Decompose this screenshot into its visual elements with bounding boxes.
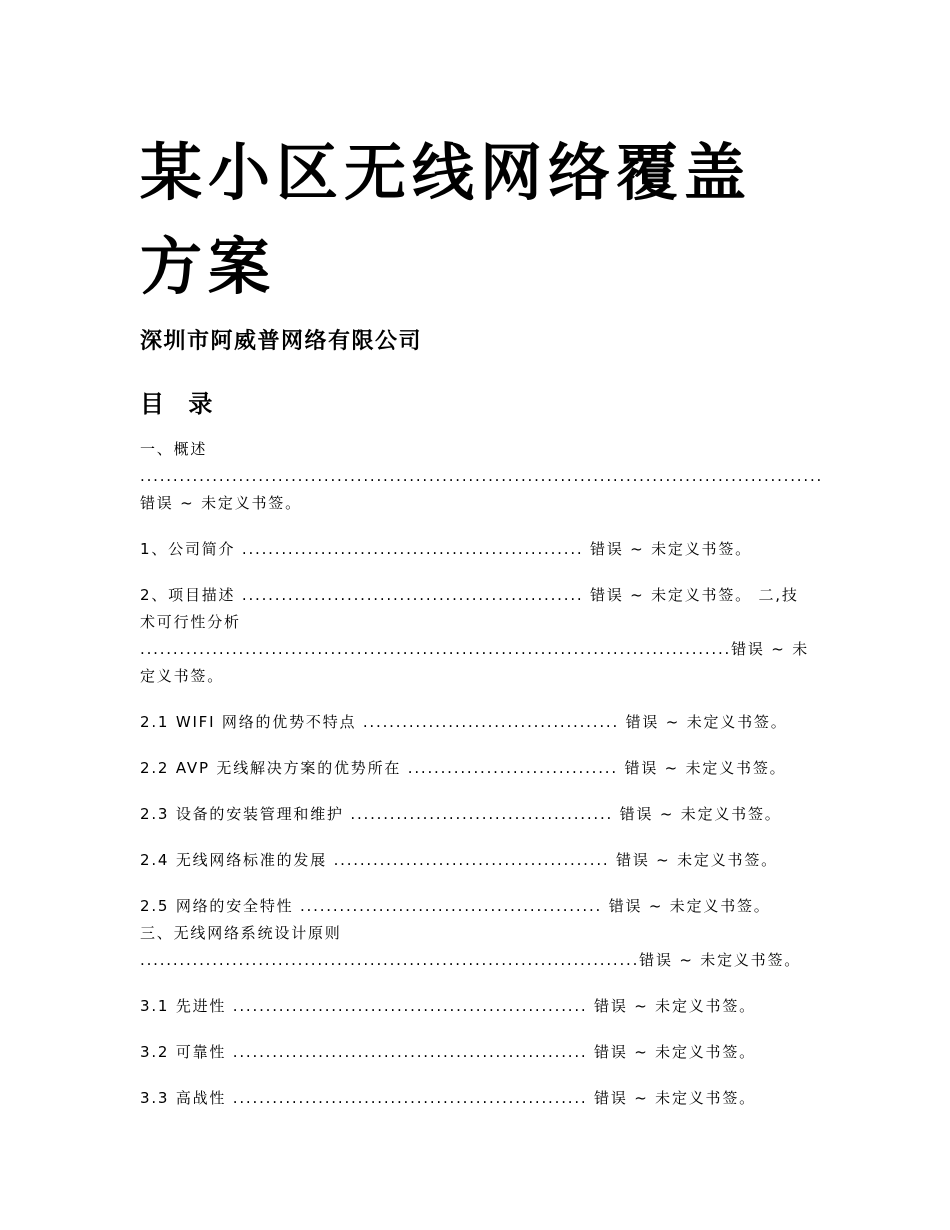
toc-entry-project-description[interactable]: 2、项目描述 .................................................... 错误 ~ 未定义书签。 二,技术可行性分析 ..........................................................................................错误 ~ 未定义书签。 xyxy=(140,586,810,685)
toc-heading: 目 录 xyxy=(140,390,221,418)
table-of-contents xyxy=(140,436,824,1131)
toc-entry-3-1[interactable]: 3.1 先进性 ...................................................... 错误 ~ 未定义书签。 xyxy=(140,997,756,1015)
toc-entry-3-3[interactable]: 3.3 高战性 ...................................................... 错误 ~ 未定义书签。 xyxy=(140,1089,756,1107)
toc-entry-2-5[interactable]: 2.5 网络的安全特性 .............................................. 错误 ~ 未定义书签。 三、无线网络系统设计原则 ............................................................................错误 ~ 未定义书签。 xyxy=(140,897,802,969)
toc-entry-2-3[interactable]: 2.3 设备的安装管理和维护 ........................................ 错误 ~ 未定义书签。 xyxy=(140,805,782,823)
toc-entry-2-4[interactable]: 2.4 无线网络标准的发展 .......................................... 错误 ~ 未定义书签。 xyxy=(140,851,778,869)
toc-entry-overview[interactable]: 一、概述 ........................................................................................................错误 ~ 未定义书签。 xyxy=(140,440,824,512)
document-title: 某小区无线网络覆盖方案 xyxy=(140,136,753,303)
toc-entry-3-2[interactable]: 3.2 可靠性 ...................................................... 错误 ~ 未定义书签。 xyxy=(140,1043,756,1061)
toc-entry-2-1[interactable]: 2.1 WIFI 网络的优势不特点 ....................................... 错误 ~ 未定义书签。 xyxy=(140,713,788,731)
company-name: 深圳市阿威普网络有限公司 xyxy=(140,329,423,354)
toc-entry-2-2[interactable]: 2.2 AVP 无线解决方案的优势所在 ................................ 错误 ~ 未定义书签。 xyxy=(140,759,787,777)
toc-entry-company-intro[interactable]: 1、公司简介 .................................................... 错误 ~ 未定义书签。 xyxy=(140,540,752,558)
